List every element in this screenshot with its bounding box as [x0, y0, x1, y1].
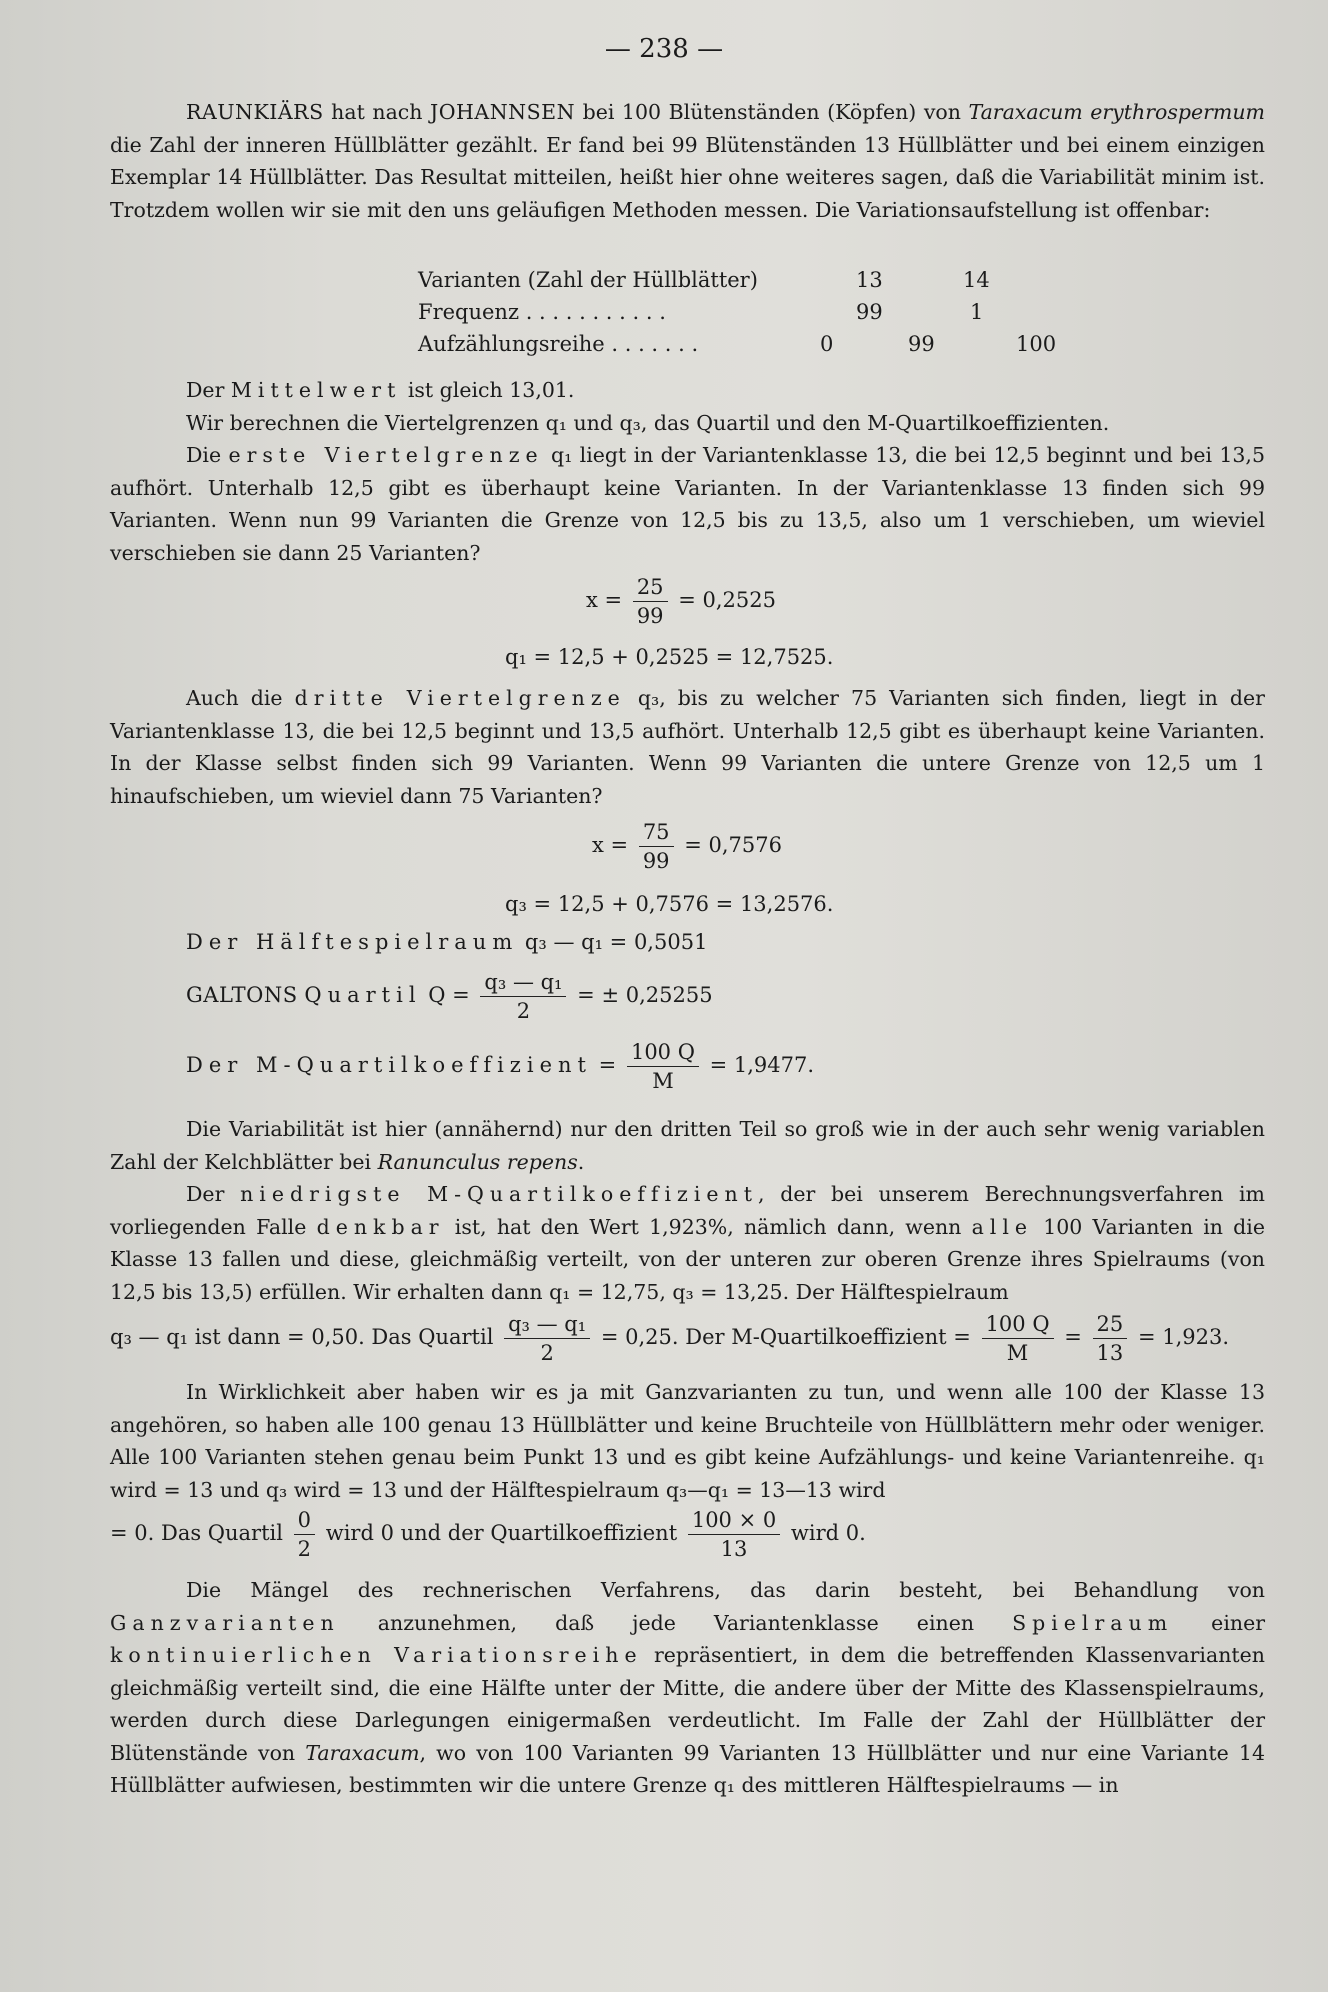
equation-x3: x = $\frac{75}{99}$ = 0,7576: [592, 820, 782, 873]
equation-q3: q₃ = 12,5 + 0,7576 = 13,2576.: [505, 892, 834, 916]
equation-x1: x = $\frac{25}{99}$ = 0,2525: [586, 575, 776, 628]
wirklichkeit-paragraph: In Wirklichkeit aber haben wir es ja mit Ganzvarianten zu tun, und wenn alle 100 der Klasse 13 angehören, so haben alle 100 genau 13 Hüllblätter und keine Bruchteile von Hüllblättern mehr oder weniger. Alle 100 Varianten stehen genau beim Punkt 13 und es gibt keine Aufzählungs- und keine Variantenreihe. q₁ wird = 13 und q₃ wird = 13 und der Hälftespielraum q₃—q₁ = 13—13 wird: [110, 1380, 1265, 1502]
variabilitaet-paragraph: Die Variabilität ist hier (annähernd) nur den dritten Teil so groß wie in der auch sehr wenig variablen Zahl der Kelchblätter bei Ranunculus repens. Der niedrigste M-Quartilkoeffizient, der bei unserem Berechnungsverfahren im vorliegenden Falle denkbar ist, hat den Wert 1,923%, nämlich dann, wenn alle 100 Varianten in die Klasse 13 fallen und diese, gleichmäßig verteilt, von der unteren zur oberen Grenze ihres Spielraums (von 12,5 bis 13,5) erfüllen. Wir erhalten dann q₁ = 12,75, q₃ = 13,25. Der Hälftespielraum: [110, 1117, 1265, 1304]
quartil-zero-line: = 0. Das Quartil $\frac{0}{2}$ wird 0 und der Quartilkoeffizient $\frac{100 \times 0}{13}$ wird 0.: [110, 1508, 866, 1561]
intro-paragraph: RAUNKIÄRS hat nach JOHANNSEN bei 100 Blütenständen (Köpfen) von Taraxacum erythrospermum die Zahl der inneren Hüllblätter gezählt. Er fand bei 99 Blütenständen 13 Hüllblätter und bei einem einzigen Exemplar 14 Hüllblätter. Das Resultat mitteilen, heißt hier ohne weiteres sagen, daß die Variabilität minim ist. Trotzdem wollen wir sie mit den uns geläufigen Methoden messen. Die Variationsaufstellung ist offenbar:: [110, 100, 1265, 222]
equation-q1: q₁ = 12,5 + 0,2525 = 12,7525.: [505, 645, 834, 669]
book-page: — 238 — RAUNKIÄRS hat nach JOHANNSEN bei 100 Blütenständen (Köpfen) von Taraxacum erythrospermum die Zahl der inneren Hüllblätter gezählt. Er fand bei 99 Blütenständen 13 Hüllblätter und bei einem einzigen Exemplar 14 Hüllblätter. Das Resultat mitteilen, heißt hier ohne weiteres sagen, daß die Variabilität minim ist. Trotzdem wollen wir sie mit den uns geläufigen Methoden messen. Die Variationsaufstellung ist offenbar: Varianten (Zahl der Hüllblätter) 13 14 Frequenz . . . . . . . . . . . 99 1 Aufzählungsreihe . . . . . . . 0 99 100 Der Mittelwert ist gleich 13,01. Wir berechnen die Viertelgrenzen q₁ und q₃, das Quartil und den M-Quartilkoeffizienten. Die erste Viertelgrenze q₁ liegt in der Variantenklasse 13, die bei 12,5 beginnt und bei 13,5 aufhört. Unterhalb 12,5 gibt es überhaupt keine Varianten. In der Variantenklasse 13 finden sich 99 Varianten. Wenn nun 99 Varianten die Grenze von 12,5 bis zu 13,5, also um 1 verschieben, um wieviel verschieben sie dann 25 Varianten? x = $\frac{25}{99}$ = 0,2525 q₁ = 12,5 + 0,2525 = 12,7525. Auch die dritte Viertelgrenze q₃, bis zu welcher 75 Varianten sich finden, liegt in der Variantenklasse 13, die bei 12,5 beginnt und 13,5 aufhört. Unterhalb 12,5 gibt es überhaupt keine Varianten. In der Klasse selbst finden sich 99 Varianten. Wenn 99 Varianten die untere Grenze von 12,5 um 1 hinaufschieben, um wieviel dann 75 Varianten? x = $\frac{75}{99}$ = 0,7576 q₃ = 12,5 + 0,7576 = 13,2576. Der Hälftespielraum q₃ — q₁ = 0,5051 GALTONS Quartil Q = $\frac{\text{q₃ — q₁}}{2}$ = ± 0,25255 Der M-Quartilkoeffizient = $\frac{100 Q}{M}$ = 1,9477. Die Variabilität ist hier (annähernd) nur den dritten Teil so groß wie in der auch sehr wenig variablen Zahl der Kelchblätter bei Ranunculus repens. Der niedrigste M-Quartilkoeffizient, der bei unserem Berechnungsverfahren im vorliegenden Falle denkbar ist, hat den Wert 1,923%, nämlich dann, wenn alle 100 Varianten in die Klasse 13 fallen und diese, gleichmäßig verteilt, von der unteren zur oberen Grenze ihres Spielraums (von 12,5 bis 13,5) erfüllen. Wir erhalten dann q₁ = 12,75, q₃ = 13,25. Der Hälftespielraum q₃ — q₁ ist dann = 0,50. Das Quartil $\frac{\text{q₃ — q₁}}{2}$ = 0,25. Der M-Quartilkoeffizient = $\frac{100 Q}{M}$ = $\frac{25}{13}$ = 1,923. In Wirklichkeit aber haben wir es ja mit Ganzvarianten zu tun, und wenn alle 100 der Klasse 13 angehören, so haben alle 100 genau 13 Hüllblätter und keine Bruchteile von Hüllblättern mehr oder weniger. Alle 100 Varianten stehen genau beim Punkt 13 und es gibt keine Aufzählungs- und keine Variantenreihe. q₁ wird = 13 und q₃ wird = 13 und der Hälftespielraum q₃—q₁ = 13—13 wird = 0. Das Quartil $\frac{0}{2}$ wird 0 und der Quartilkoeffizient $\frac{100 \times 0}{13}$ wird 0. Die Mängel des rechnerischen Verfahrens, das darin besteht, bei Behandlung von Ganzvarianten anzunehmen, daß jede Variantenklasse einen Spielraum einer kontinuierlichen Variationsreihe repräsentiert, in dem die betreffenden Klassenvarianten gleichmäßig verteilt sind, die eine Hälfte unter der Mitte, die andere über der Mitte des Klassenspielraums, werden durch diese Darlegungen einigermaßen verdeutlicht. Im Falle der Zahl der Hüllblätter der Blütenstände von Taraxacum, wo von 100 Varianten 99 Varianten 13 Hüllblätter und nur eine Variante 14 Hüllblätter aufwiesen, bestimmten wir die untere Grenze q₁ des mittleren Hälftespielraums — in: [0, 0, 1328, 1992]
quartil-line: q₃ — q₁ ist dann = 0,50. Das Quartil $\frac{\text{q₃ — q₁}}{2}$ = 0,25. Der M-Quartilkoeffizient = $\frac{100 Q}{M}$ = $\frac{25}{13}$ = 1,923.: [110, 1312, 1230, 1365]
galton-quartil: GALTONS Quartil Q = $\frac{\text{q₃ — q₁}}{2}$ = ± 0,25255: [186, 970, 713, 1023]
dritte-paragraph: Auch die dritte Viertelgrenze q₃, bis zu welcher 75 Varianten sich finden, liegt in der Variantenklasse 13, die bei 12,5 beginnt und 13,5 aufhört. Unterhalb 12,5 gibt es überhaupt keine Varianten. In der Klasse selbst finden sich 99 Varianten. Wenn 99 Varianten die untere Grenze von 12,5 um 1 hinaufschieben, um wieviel dann 75 Varianten?: [110, 686, 1265, 808]
m-quartilkoeffizient: Der M-Quartilkoeffizient = $\frac{100 Q}{M}$ = 1,9477.: [186, 1040, 815, 1093]
maengel-paragraph: Die Mängel des rechnerischen Verfahrens, das darin besteht, bei Behandlung von Ganzvarianten anzunehmen, daß jede Variantenklasse einen Spielraum einer kontinuierlichen Variationsreihe repräsentiert, in dem die betreffenden Klassenvarianten gleichmäßig verteilt sind, die eine Hälfte unter der Mitte, die andere über der Mitte des Klassenspielraums, werden durch diese Darlegungen einigermaßen verdeutlicht. Im Falle der Zahl der Hüllblätter der Blütenstände von Taraxacum, wo von 100 Varianten 99 Varianten 13 Hüllblätter und nur eine Variante 14 Hüllblätter aufwiesen, bestimmten wir die untere Grenze q₁ des mittleren Hälftespielraums — in: [110, 1578, 1266, 1797]
haelftespielraum: Der Hälftespielraum q₃ — q₁ = 0,5051: [186, 930, 708, 954]
page-number: — 238 —: [604, 34, 724, 64]
mittelwert-section: Der Mittelwert ist gleich 13,01. Wir berechnen die Viertelgrenzen q₁ und q₃, das Quartil und den M-Quartilkoeffizienten. Die erste Viertelgrenze q₁ liegt in der Variantenklasse 13, die bei 12,5 beginnt und bei 13,5 aufhört. Unterhalb 12,5 gibt es überhaupt keine Varianten. In der Variantenklasse 13 finden sich 99 Varianten. Wenn nun 99 Varianten die Grenze von 12,5 bis zu 13,5, also um 1 verschieben, um wieviel verschieben sie dann 25 Varianten?: [110, 378, 1265, 565]
